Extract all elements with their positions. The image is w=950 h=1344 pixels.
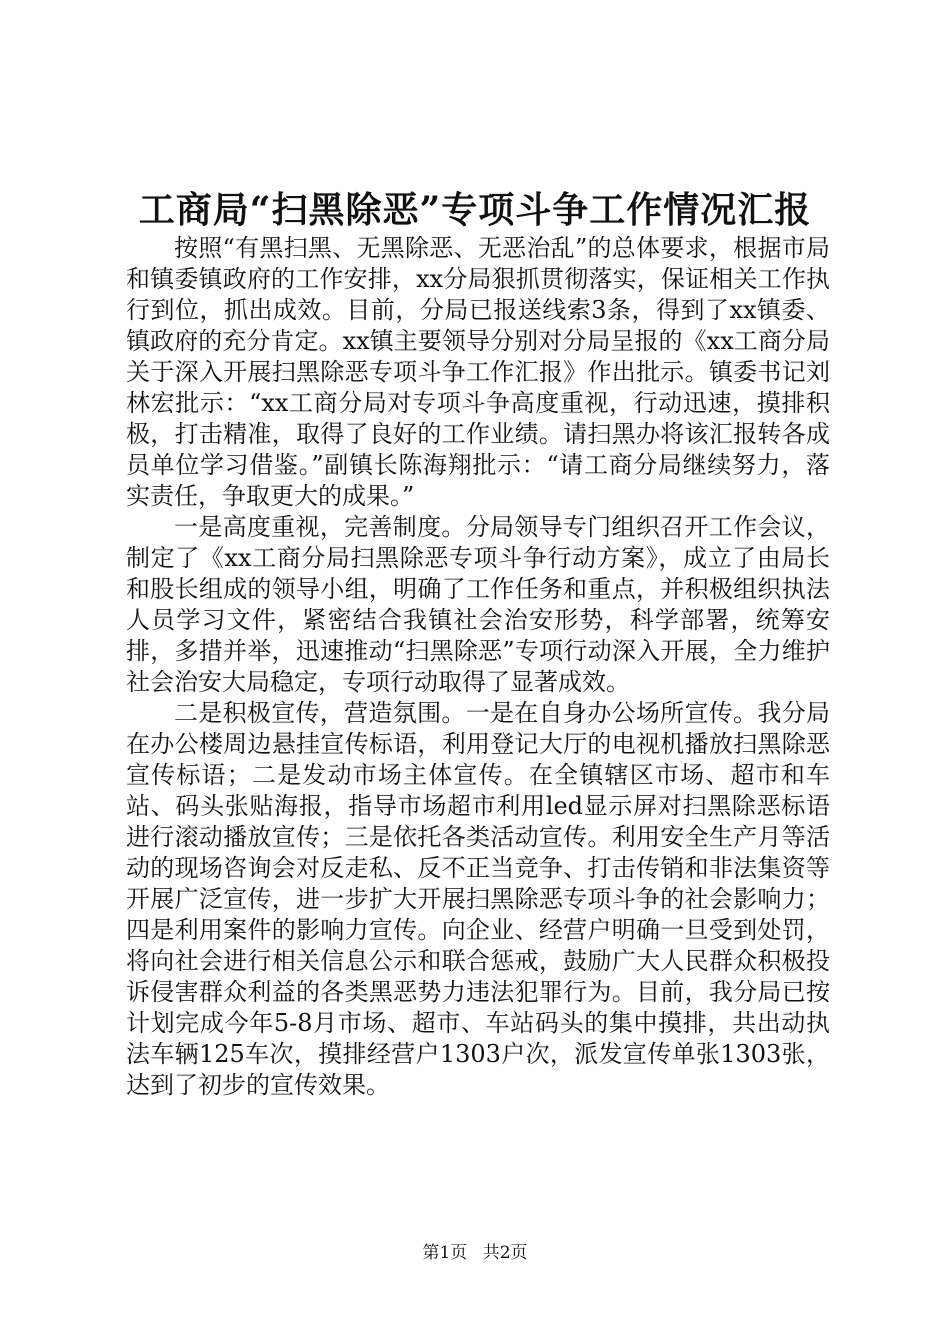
paragraph-point-two: 二是积极宣传，营造氛围。一是在自身办公场所宣传。我分局在办公楼周边悬挂宣传标语，利用登记大厅的电视机播放扫黑除恶宣传标语；二是发动市场主体宣传。在全镇辖区市场、超市和车站、码头张贴海报，指导市场超市利用led显示屏对扫黑除恶标语进行滚动播放宣传；三是依托各类活动宣传。利用安全生产月等活动的现场咨询会对反走私、反不正当竞争、打击传销和非法集资等开展广泛宣传，进一步扩大开展扫黑除恶专项斗争的社会影响力；四是利用案件的影响力宣传。向企业、经营户明确一旦受到处罚，将向社会进行相关信息公示和联合惩戒，鼓励广大人民群众积极投诉侵害群众利益的各类黑恶势力违法犯罪行为。目前，我分局已按计划完成今年5-8月市场、超市、车站码头的集中摸排，共出动执法车辆125车次，摸排经营户1303户次，派发宣传单张1303张，达到了初步的宣传效果。 — [126, 699, 830, 1099]
page-count: 共2页 — [482, 1243, 528, 1263]
document-title: 工商局“扫黑除恶”专项斗争工作情况汇报 — [138, 189, 812, 231]
paragraph-intro: 按照“有黑扫黑、无黑除恶、无恶治乱”的总体要求，根据市局和镇委镇政府的工作安排，xx分局狠抓贯彻落实，保证相关工作执行到位，抓出成效。目前，分局已报送线索3条，得到了xx镇委、镇政府的充分肯定。xx镇主要领导分别对分局呈报的《xx工商分局关于深入开展扫黑除恶专项斗争工作汇报》作出批示。镇委书记刘林宏批示：“xx工商分局对专项斗争高度重视，行动迅速，摸排积极，打击精准，取得了良好的工作业绩。请扫黑办将该汇报转各成员单位学习借鉴。”副镇长陈海翔批示：“请工商分局继续努力，落实责任，争取更大的成果。” — [126, 234, 830, 510]
page-footer — [0, 1241, 950, 1265]
page-number: 第1页 — [422, 1243, 468, 1263]
document-body — [126, 233, 830, 1101]
paragraph-point-one: 一是高度重视，完善制度。分局领导专门组织召开工作会议，制定了《xx工商分局扫黑除恶专项斗争行动方案》，成立了由局长和股长组成的领导小组，明确了工作任务和重点，并积极组织执法人员学习文件，紧密结合我镇社会治安形势，科学部署，统筹安排，多措并举，迅速推动“扫黑除恶”专项行动深入开展，全力维护社会治安大局稳定，专项行动取得了显著成效。 — [126, 513, 830, 696]
